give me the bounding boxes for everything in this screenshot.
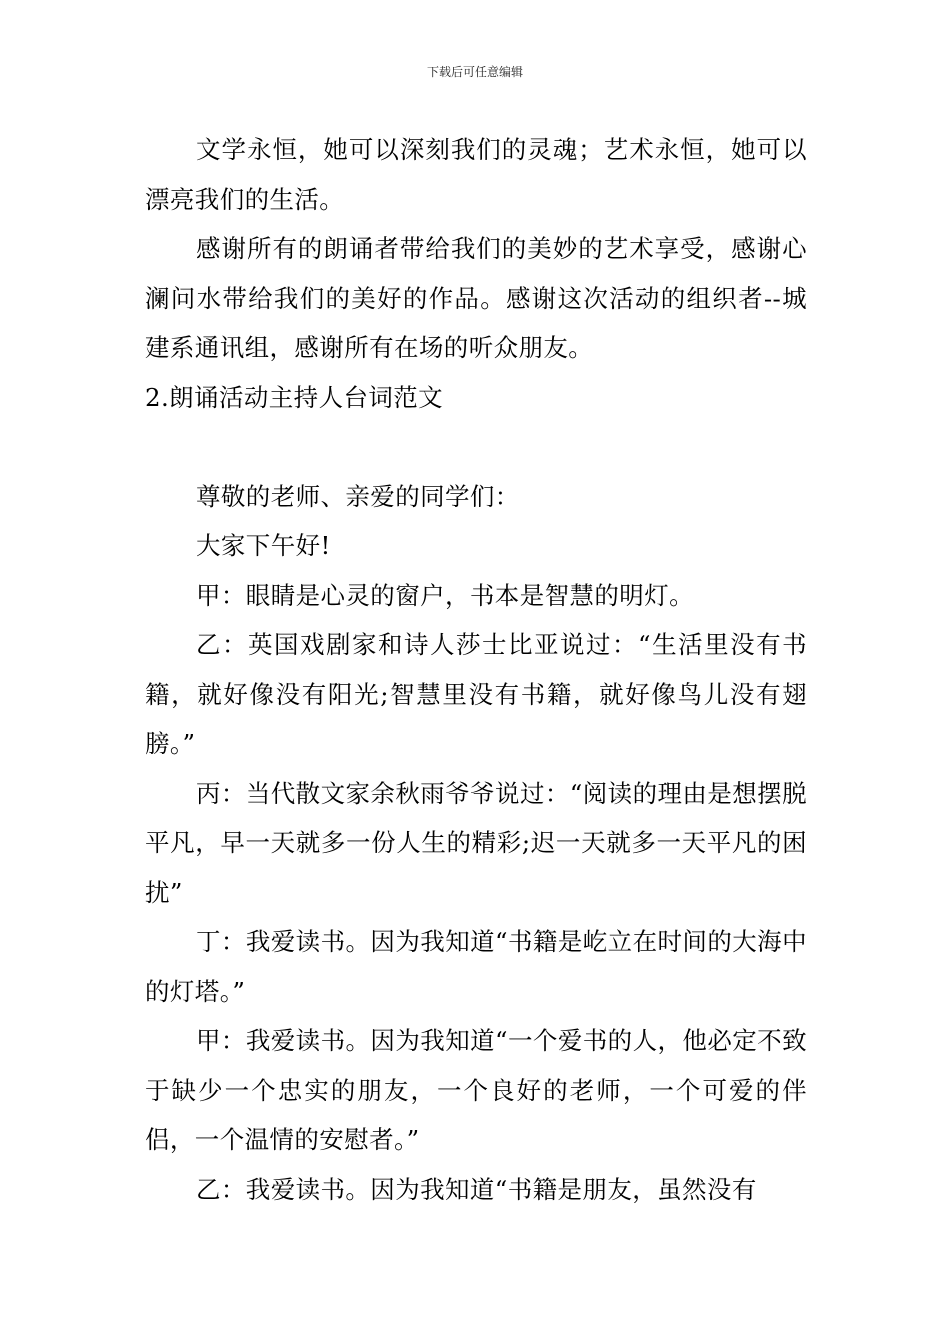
blank-line: [145, 422, 807, 472]
document-body: [145, 125, 807, 1214]
paragraph-greeting: 尊敬的老师、亲爱的同学们：: [196, 481, 520, 511]
section-heading: 2.朗诵活动主持人台词范文: [145, 382, 444, 412]
page-header: 下载后可任意编辑: [426, 65, 523, 79]
paragraph-literature-eternal: 文学永恒，她可以深刻我们的灵魂；艺术永恒，她可以漂亮我们的生活。: [145, 135, 807, 214]
paragraph-bing-1: 丙：当代散文家余秋雨爷爷说过：“阅读的理由是想摆脱平凡，早一天就多一份人生的精彩;迟一天就多一天平凡的困扰”: [145, 778, 807, 907]
paragraph-thanks: 感谢所有的朗诵者带给我们的美妙的艺术享受，感谢心澜问水带给我们的美好的作品。感谢这次活动的组织者--城建系通讯组，感谢所有在场的听众朋友。: [145, 234, 807, 362]
paragraph-ding-1: 丁：我爱读书。因为我知道“书籍是屹立在时间的大海中的灯塔。”: [145, 927, 807, 1006]
paragraph-jia-2: 甲：我爱读书。因为我知道“一个爱书的人，他必定不致于缺少一个忠实的朋友，一个良好的老师，一个可爱的伴侣，一个温情的安慰者。”: [145, 1026, 807, 1154]
paragraph-yi-2: 乙：我爱读书。因为我知道“书籍是朋友，虽然没有: [196, 1174, 757, 1204]
paragraph-jia-1: 甲：眼睛是心灵的窗户，书本是智慧的明灯。: [196, 580, 694, 610]
paragraph-good-afternoon: 大家下午好!: [196, 531, 331, 560]
paragraph-yi-1: 乙：英国戏剧家和诗人莎士比亚说过：“生活里没有书籍，就好像没有阳光;智慧里没有书籍，就好像鸟儿没有翅膀。”: [145, 630, 807, 758]
